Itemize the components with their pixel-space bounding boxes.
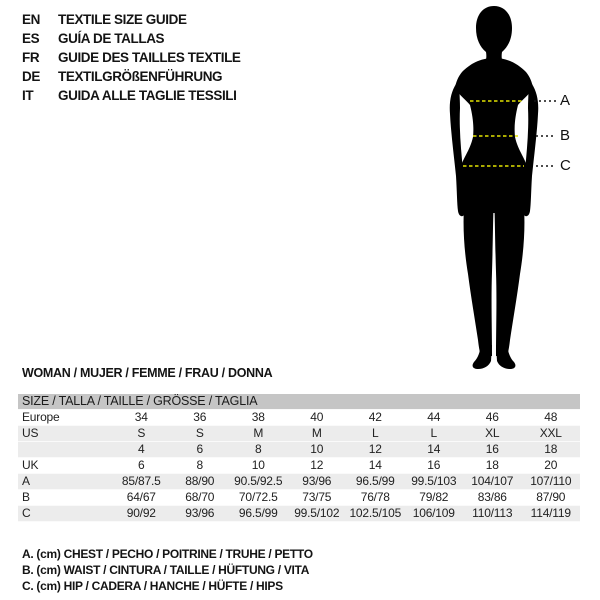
size-table-row bbox=[18, 442, 580, 458]
size-cell: 87/90 bbox=[522, 490, 581, 506]
size-cell: 110/113 bbox=[463, 506, 522, 522]
size-cell: XL bbox=[463, 426, 522, 442]
legend-line: C. (cm) HIP / CADERA / HANCHE / HÜFTE / HIPS bbox=[22, 579, 283, 593]
size-cell: 88/90 bbox=[171, 474, 230, 490]
size-table-row bbox=[18, 474, 580, 490]
marker-label-waist: B bbox=[560, 127, 571, 144]
size-cell: 106/109 bbox=[405, 506, 464, 522]
size-cell: 46 bbox=[463, 410, 522, 426]
marker-label-chest: A bbox=[560, 92, 571, 109]
size-table-row bbox=[18, 506, 580, 522]
size-table bbox=[18, 394, 580, 522]
size-table-row bbox=[18, 490, 580, 506]
size-cell: 42 bbox=[346, 410, 405, 426]
size-cell: 90.5/92.5 bbox=[229, 474, 288, 490]
measure-legend bbox=[22, 546, 313, 594]
size-cell: 44 bbox=[405, 410, 464, 426]
size-cell: 85/87.5 bbox=[112, 474, 171, 490]
size-cell: S bbox=[171, 426, 230, 442]
size-cell: 12 bbox=[288, 458, 347, 474]
size-row-label: A bbox=[18, 474, 112, 490]
size-row-label: B bbox=[18, 490, 112, 506]
size-cell: M bbox=[288, 426, 347, 442]
size-table-row bbox=[18, 458, 580, 474]
size-cell: 93/96 bbox=[171, 506, 230, 522]
size-cell: 4 bbox=[112, 442, 171, 458]
language-code: DE bbox=[22, 69, 40, 84]
size-row-label: UK bbox=[18, 458, 112, 474]
size-cell: 38 bbox=[229, 410, 288, 426]
size-cell: L bbox=[346, 426, 405, 442]
size-cell: 104/107 bbox=[463, 474, 522, 490]
language-row bbox=[22, 29, 241, 48]
size-cell: 99.5/102 bbox=[288, 506, 347, 522]
size-cell: 6 bbox=[171, 442, 230, 458]
size-cell: 8 bbox=[229, 442, 288, 458]
size-cell: M bbox=[229, 426, 288, 442]
language-title: TEXTILE SIZE GUIDE bbox=[58, 12, 187, 27]
language-title: GUIDE DES TAILLES TEXTILE bbox=[58, 50, 241, 65]
size-cell: 14 bbox=[405, 442, 464, 458]
language-row bbox=[22, 48, 241, 67]
language-title: GUIDA ALLE TAGLIE TESSILI bbox=[58, 88, 237, 103]
size-cell: 18 bbox=[522, 442, 581, 458]
size-cell: 70/72.5 bbox=[229, 490, 288, 506]
size-cell: 10 bbox=[229, 458, 288, 474]
language-code: FR bbox=[22, 50, 40, 65]
size-cell: 83/86 bbox=[463, 490, 522, 506]
language-list bbox=[22, 10, 241, 105]
size-cell: 73/75 bbox=[288, 490, 347, 506]
size-cell: 102.5/105 bbox=[346, 506, 405, 522]
language-code: EN bbox=[22, 12, 40, 27]
marker-label-hip: C bbox=[560, 157, 571, 174]
size-cell: XXL bbox=[522, 426, 581, 442]
size-row-label: C bbox=[18, 506, 112, 522]
size-cell: 79/82 bbox=[405, 490, 464, 506]
size-cell: 6 bbox=[112, 458, 171, 474]
size-row-label: US bbox=[18, 426, 112, 442]
size-table-header-row bbox=[18, 394, 580, 410]
size-cell: 93/96 bbox=[288, 474, 347, 490]
legend-line: A. (cm) CHEST / PECHO / POITRINE / TRUHE / PETTO bbox=[22, 547, 313, 561]
size-cell: 76/78 bbox=[346, 490, 405, 506]
size-cell: 64/67 bbox=[112, 490, 171, 506]
size-cell: 16 bbox=[405, 458, 464, 474]
language-title: TEXTILGRÖßENFÜHRUNG bbox=[58, 69, 223, 84]
size-cell: 34 bbox=[112, 410, 171, 426]
size-table-body bbox=[18, 394, 580, 522]
size-cell: 68/70 bbox=[171, 490, 230, 506]
size-cell: 12 bbox=[346, 442, 405, 458]
size-cell: 48 bbox=[522, 410, 581, 426]
size-cell: L bbox=[405, 426, 464, 442]
size-cell: 16 bbox=[463, 442, 522, 458]
size-cell: 99.5/103 bbox=[405, 474, 464, 490]
woman-silhouette-icon bbox=[430, 0, 600, 380]
size-cell: 114/119 bbox=[522, 506, 581, 522]
size-cell: 36 bbox=[171, 410, 230, 426]
language-code: ES bbox=[22, 31, 40, 46]
size-table-row bbox=[18, 410, 580, 426]
size-cell: 18 bbox=[463, 458, 522, 474]
size-cell: 107/110 bbox=[522, 474, 581, 490]
size-table-header-label: SIZE / TALLA / TAILLE / GRÖSSE / TAGLIA bbox=[18, 394, 580, 410]
language-code: IT bbox=[22, 88, 34, 103]
woman-silhouette-figure bbox=[430, 0, 600, 380]
size-cell: 90/92 bbox=[112, 506, 171, 522]
size-cell: 20 bbox=[522, 458, 581, 474]
size-table-row bbox=[18, 426, 580, 442]
size-cell: S bbox=[112, 426, 171, 442]
language-row bbox=[22, 10, 241, 29]
size-row-label: Europe bbox=[18, 410, 112, 426]
size-cell: 8 bbox=[171, 458, 230, 474]
size-row-label bbox=[18, 442, 112, 458]
section-title-woman: WOMAN / MUJER / FEMME / FRAU / DONNA bbox=[22, 366, 273, 380]
language-row bbox=[22, 86, 241, 105]
size-cell: 96.5/99 bbox=[229, 506, 288, 522]
size-cell: 40 bbox=[288, 410, 347, 426]
legend-line: B. (cm) WAIST / CINTURA / TAILLE / HÜFTUNG / VITA bbox=[22, 563, 310, 577]
language-title: GUÍA DE TALLAS bbox=[58, 31, 165, 46]
size-cell: 10 bbox=[288, 442, 347, 458]
size-cell: 14 bbox=[346, 458, 405, 474]
size-cell: 96.5/99 bbox=[346, 474, 405, 490]
language-row bbox=[22, 67, 241, 86]
